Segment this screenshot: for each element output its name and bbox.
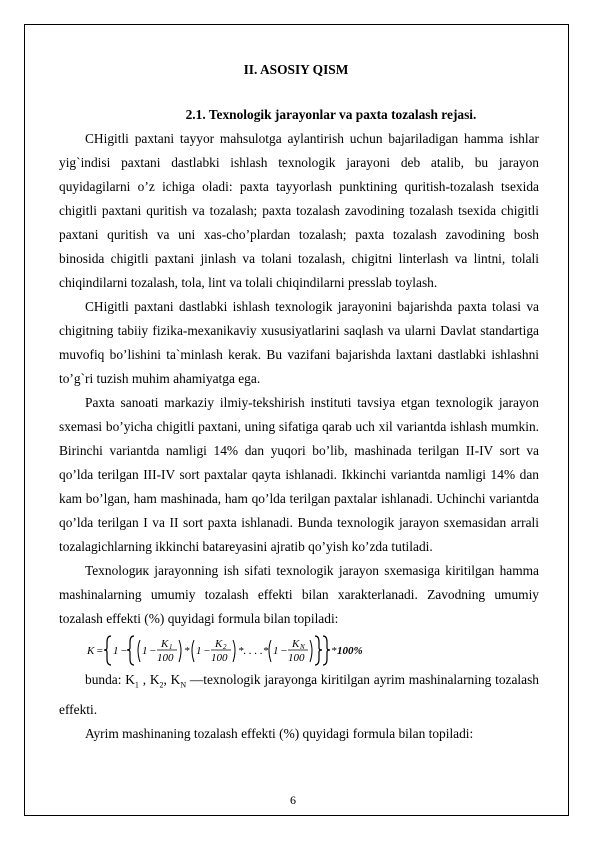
page-number: 6 — [290, 793, 296, 807]
formula-one-n: 1 — [273, 645, 279, 657]
formula-kn-sub: N — [300, 643, 305, 651]
right-brace-outer — [323, 636, 330, 665]
paragraph-2: CHigitli paxtani dastlabki ishlash texnologik jarayonini bajarishda paxta tolasi va chigitning tabiiy fizika-mexanikaviy xususiyatlarini saqlash va ularni Davlat standartiga muvofiq bo’lishini ta`minlash kerak. Bu vazifani bajarishda laxtani dastlabki ishlashni to’g`ri tuzish muhim ahamiyatga ega. — [59, 299, 539, 386]
paren-open-1 — [138, 640, 140, 662]
formula-one-1: 1 — [142, 645, 148, 657]
formula-legend — [59, 668, 539, 722]
formula-times-1: * — [184, 645, 190, 657]
formula-minus-n: − — [280, 645, 288, 657]
right-brace-inner — [315, 636, 322, 665]
paragraph-3: Paxta sanoati markaziy ilmiy-tekshirish instituti tavsiya etgan texnologik jarayon sxemasi bo’yicha chigitli paxtani, uning sifatiga qarab uch xil variantda ishlash mumkin. Birinchi variantda namligi 14% dan yuqori bo’lib, mashinada terilgan II-IV sort va qo’lda terilgan III-IV sort paxtalar qayta ishlanadi. Ikkinchi variantda namligi 14% dan kam bo’lgan, ham mashinada, ham qo’lda terilgan paxtalar ishlanadi. Uchinchi variantda qo’lda terilgan I va II sort paxta ishlanadi. Bunda texnologik jarayon sxemasidan arrali tozalagichlarning ikkinchi batareyasini ajratib qo’yish ko’zda tutiladi. — [59, 395, 539, 554]
legend-kn: K — [170, 672, 181, 687]
subsection-title: 2.1. Texnologik jarayonlar va paxta tozalash rejasi. — [185, 107, 477, 122]
formula-one-2: 1 — [196, 645, 202, 657]
formula-kn: K — [292, 638, 300, 650]
formula-lhs: K — [87, 645, 95, 657]
formula-hundred-2: 100 — [211, 652, 228, 664]
legend-k2-sub: 2 — [159, 680, 164, 690]
formula-hundred-1: 100 — [157, 652, 174, 664]
document-body — [59, 58, 539, 746]
formula-minus-1: − — [149, 645, 157, 657]
formula-one-outer: 1 — [113, 645, 119, 657]
paren-open-n — [269, 640, 271, 662]
formula-times-final: * — [331, 645, 337, 657]
legend-kn-sub: N — [180, 680, 187, 690]
formula-hundred-n: 100 — [288, 652, 305, 664]
paragraph-1: CHigitli paxtani tayyor mahsulotga aylantirish uchun bajariladigan hamma ishlar yig`indisi paxtani dastlabki ishlash texnologik jarayoni deb atalib, bu jarayon quyidagilarni o’z ichiga oladi: paxta tayyorlash punktining quritish-tozalash tsexida chigitli paxtani quritish va tozalash; paxta tozalash zavodining tozalash tsexida chigitli paxtani quritish va uni xas-cho’plardan tozalash; paxta tozalash zavodining bosh binosida chigitli paxtani jinlash va tolani tozalash, chigitni linterlash va lintni, tolali chiqindilarni tozalash, tola, lint va tolali chiqindilarni presslab toylash. — [59, 131, 539, 290]
paren-close-2 — [233, 640, 235, 662]
legend-k1: K — [125, 672, 135, 687]
left-brace-inner — [127, 636, 134, 665]
legend-sep2: , — [163, 672, 171, 687]
legend-prefix: bunda: — [85, 672, 126, 687]
paragraph-5: Ayrim mashinaning tozalash effekti (%) quyidagi formula bilan topiladi: — [85, 725, 474, 741]
section-title: II. ASOSIY QISM — [243, 62, 349, 77]
formula-svg — [87, 632, 387, 668]
formula-minus-2: − — [203, 645, 211, 657]
paren-open-2 — [192, 640, 194, 662]
formula-k1-sub: 1 — [169, 643, 173, 651]
formula-tail: 100% — [337, 645, 363, 657]
efficiency-formula — [87, 632, 539, 668]
formula-dots: *. . . .* — [238, 645, 269, 657]
paren-close-1 — [179, 640, 181, 662]
legend-sep1: , — [138, 672, 150, 687]
paragraph-4: Texnologик jarayonning ish sifati texnologik jarayon sxemasiga kiritilgan hamma mashinalarning umumiy tozalash effekti bilan xarakterlanadi. Zavodning umumiy tozalash effekti (%) quyidagi formula bilan topiladi: — [59, 563, 539, 626]
formula-k2-sub: 2 — [223, 643, 227, 651]
legend-suffix: —texnologik jarayonga kiritilgan ayrim mashinalarning tozalash effekti. — [59, 672, 540, 717]
formula-eq: = — [96, 645, 104, 657]
paren-close-n — [310, 640, 312, 662]
formula-minus-outer: − — [120, 645, 128, 657]
legend-k1-sub: 1 — [134, 680, 139, 690]
left-brace-outer — [104, 636, 111, 665]
formula-k1: K — [161, 638, 169, 650]
formula-k2: K — [215, 638, 223, 650]
legend-k2: K — [149, 672, 160, 687]
